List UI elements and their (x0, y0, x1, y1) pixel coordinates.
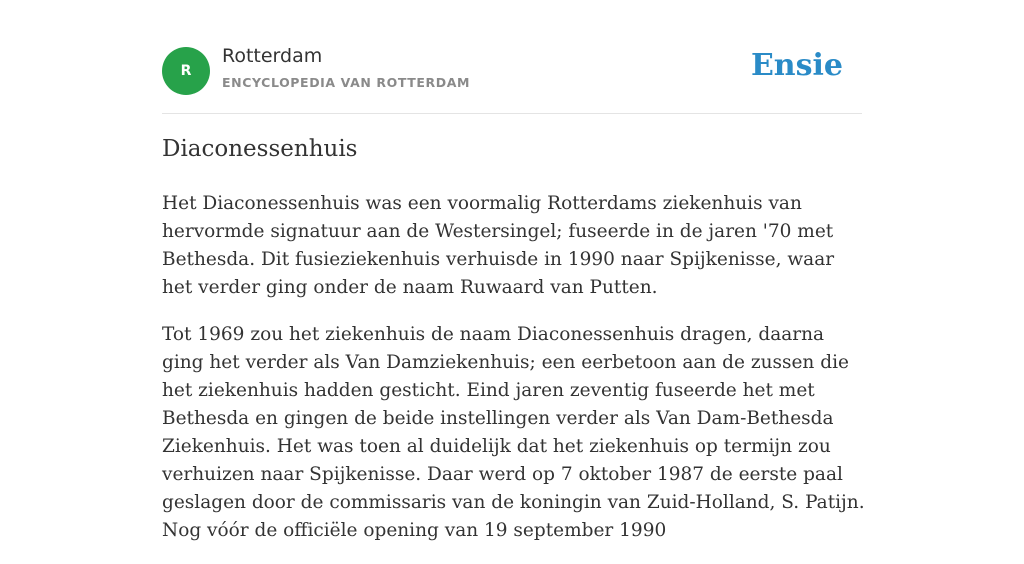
site-avatar[interactable]: R (162, 47, 210, 95)
site-name[interactable]: Rotterdam (222, 45, 323, 67)
article-page (162, 0, 865, 541)
site-header (162, 0, 862, 114)
article-title: Diaconessenhuis (162, 136, 358, 162)
site-subtitle: ENCYCLOPEDIA VAN ROTTERDAM (222, 75, 471, 90)
article-body (162, 190, 867, 564)
article-paragraph: Het Diaconessenhuis was een voormalig Rotterdams ziekenhuis van hervormde signatuur aan de Westersingel; fuseerde in de jaren '70 met Bethesda. Dit fusieziekenhuis verhuisde in 1990 naar Spijkenisse, waar het verder ging onder de naam Ruwaard van Putten. (162, 193, 835, 298)
ensie-logo[interactable]: Ensie (750, 48, 843, 83)
article-paragraph: Tot 1969 zou het ziekenhuis de naam Diaconessenhuis dragen, daarna ging het verder als Van Damziekenhuis; een eerbetoon aan de zussen die het ziekenhuis hadden gesticht. Eind jaren zeventig fuseerde het met Bethesda en gingen de beide instellingen verder als Van Dam-Bethesda Ziekenhuis. Het was toen al duidelijk dat het ziekenhuis op termijn zou verhuizen naar Spijkenisse. Daar werd op 7 oktober 1987 de eerste paal geslagen door de commissaris van de koningin van Zuid-Holland, S. Patijn. Nog vóór de officiële opening van 19 september 1990 (162, 324, 865, 541)
